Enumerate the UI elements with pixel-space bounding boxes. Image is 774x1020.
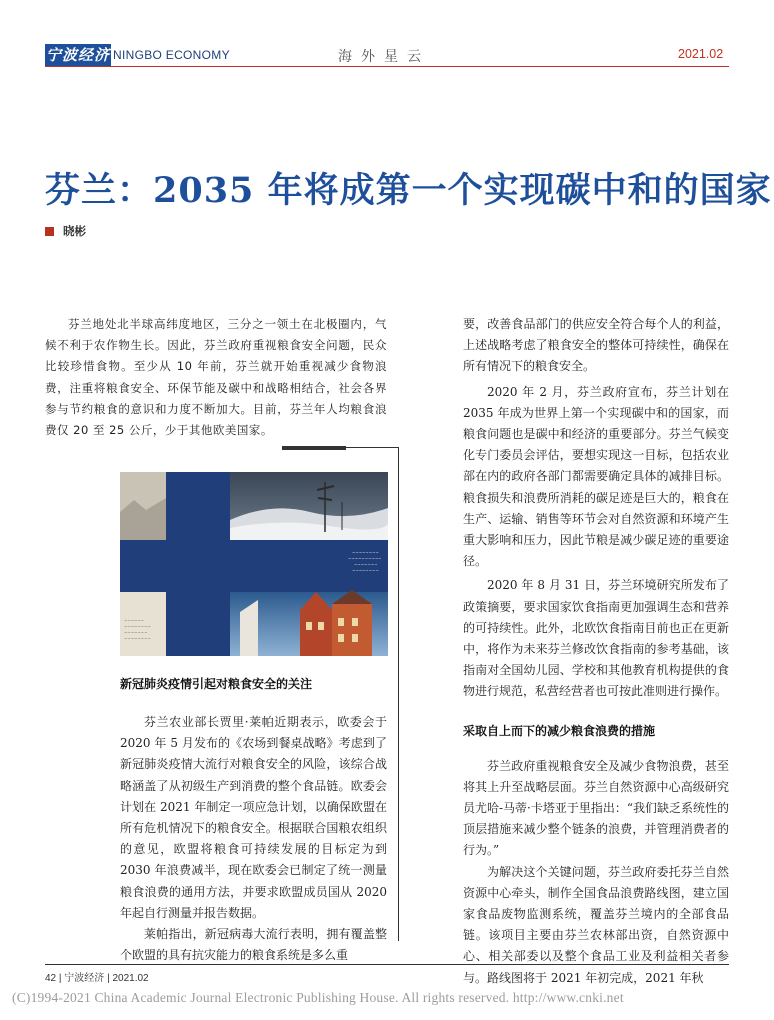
figure-frame-bar (282, 446, 346, 450)
svg-text:~~~~~~~: ~~~~~~~ (124, 630, 148, 635)
article-title: 芬兰：2035 年将成第一个实现碳中和的国家 (45, 170, 772, 211)
paragraph: 为解决这个关键问题，芬兰政府委托芬兰自然资源中心牵头，制作全国食品浪费路线图，建立国家食品废物监测系统，覆盖芬兰境内的全部食品链。该项目主要由芬兰农林部出资，自然资源中心、相关部委以及整个食品工业及利益相关者参与。路线图将于 2021 年初完成，2021 年秋 (463, 864, 729, 985)
section-heading-measures: 采取自上而下的减少粮食浪费的措施 (463, 723, 656, 738)
paragraph: 芬兰农业部长贾里·莱帕近期表示，欧委会于 2020 年 5 月发布的《农场到餐桌战略》考虑到了新冠肺炎疫情大流行对粮食安全的风险，该综合战略涵盖了从初级生产到消费的整个食品链。欧委会计划在 2021 年制定一项应急计划，以确保欧盟在所有危机情况下的粮食安全。根据联合国粮农组织的意见，欧盟将粮食可持续发展的目标定为到 2030 年浪费减半，现在欧委会已制定了统一测量粮食浪费的通用方法，并要求欧盟成员国从 2020 年起自行测量并报告数据。 (120, 715, 387, 920)
author-marker (45, 227, 54, 236)
figure-frame-line (346, 447, 398, 448)
footer-rule (45, 964, 729, 965)
svg-text:~~~~~~~~: ~~~~~~~~ (124, 624, 151, 629)
svg-text:~~~~~~~~: ~~~~~~~~ (352, 568, 379, 573)
svg-text:~~~~~~: ~~~~~~ (124, 618, 145, 623)
svg-text:~~~~~~~~: ~~~~~~~~ (352, 550, 379, 555)
paragraph: 2020 年 8 月 31 日，芬兰环境研究所发布了政策摘要，要求国家饮食指南更加强调生态和营养的可持续性。此外，北欧饮食指南目前也正在更新中，将作为未来芬兰修改饮食指南的参考基础，该指南对全国幼儿园、学校和其他教育机构提供的食物进行规范，私营经营者也可按此准则进行操作。 (463, 578, 729, 699)
section-title: 海外星云 (338, 49, 430, 65)
finland-flag-photo (120, 472, 388, 656)
footer-issue: 2021.02 (112, 973, 149, 984)
paragraph: 莱帕指出，新冠病毒大流行表明，拥有覆盖整个欧盟的具有抗灾能力的粮食系统是多么重 (120, 927, 387, 963)
paragraph: 2020 年 2 月，芬兰政府宣布，芬兰计划在 2035 年成为世界上第一个实现碳中和的国家，而粮食问题也是碳中和经济的重要部分。芬兰气候变化专门委员会评估，要想实现这一目标，包括农业部在内的政府各部门都需要确定具体的减排目标。粮食损失和浪费所消耗的碳足迹是巨大的，粮食在生产、运输、销售等环节会对自然资源和环境产生重大影响和压力，因此节粮是减少碳足迹的重要途径。 (463, 384, 729, 569)
magazine-name: NINGBO ECONOMY (113, 48, 230, 62)
paragraph: 芬兰政府重视粮食安全及减少食物浪费，甚至将其上升至战略层面。芬兰自然资源中心高级研究员尤哈-马蒂·卡塔亚于里指出：“我们缺乏系统性的顶层措施来减少整个链条的浪费，并管理消费者的行为。” (463, 758, 730, 858)
author-name: 晓彬 (63, 226, 86, 238)
copyright-notice: (C)1994-2021 China Academic Journal Electronic Publishing House. All rights reserved. http://www.cnki.net (12, 990, 624, 1005)
page-number: 42 (45, 973, 57, 984)
finland-flag-collage (120, 472, 388, 656)
footer-magazine: 宁波经济 (64, 973, 105, 984)
right-column-text (463, 314, 729, 989)
left-column-text (120, 712, 387, 966)
header-rule (45, 66, 729, 67)
svg-text:~~~~~~~~~~: ~~~~~~~~~~ (348, 556, 382, 561)
footer-separator: | (107, 973, 113, 984)
section-heading-covid: 新冠肺炎疫情引起对粮食安全的关注 (120, 677, 313, 691)
footer-separator: | (58, 973, 65, 984)
svg-text:~~~~~~~~: ~~~~~~~~ (124, 636, 151, 641)
intro-paragraph: 芬兰地处北半球高纬度地区，三分之一领土在北极圈内，气候不利于农作物生长。因此，芬兰政府重视粮食安全问题，民众比较珍惜食物。至少从 10 年前，芬兰就开始重视减少食物浪费，注重将粮食安全、环保节能及碳中和战略相结合，社会各界参与节约粮食的意识和力度不断加大。目前，芬兰年人均粮食浪费仅 20 至 25 公斤，少于其他欧美国家。 (45, 317, 387, 438)
page-footer (45, 969, 149, 984)
issue-number: 2021.02 (678, 47, 724, 61)
figure-frame-vertical-line (398, 447, 399, 941)
paragraph: 要，改善食品部门的供应安全符合每个人的利益，上述战略考虑了粮食安全的整体可持续性，确保在所有情况下的粮食安全。 (463, 317, 729, 374)
svg-text:~~~~~~~: ~~~~~~~ (354, 562, 378, 567)
magazine-logo: 宁波经济 (45, 46, 110, 64)
